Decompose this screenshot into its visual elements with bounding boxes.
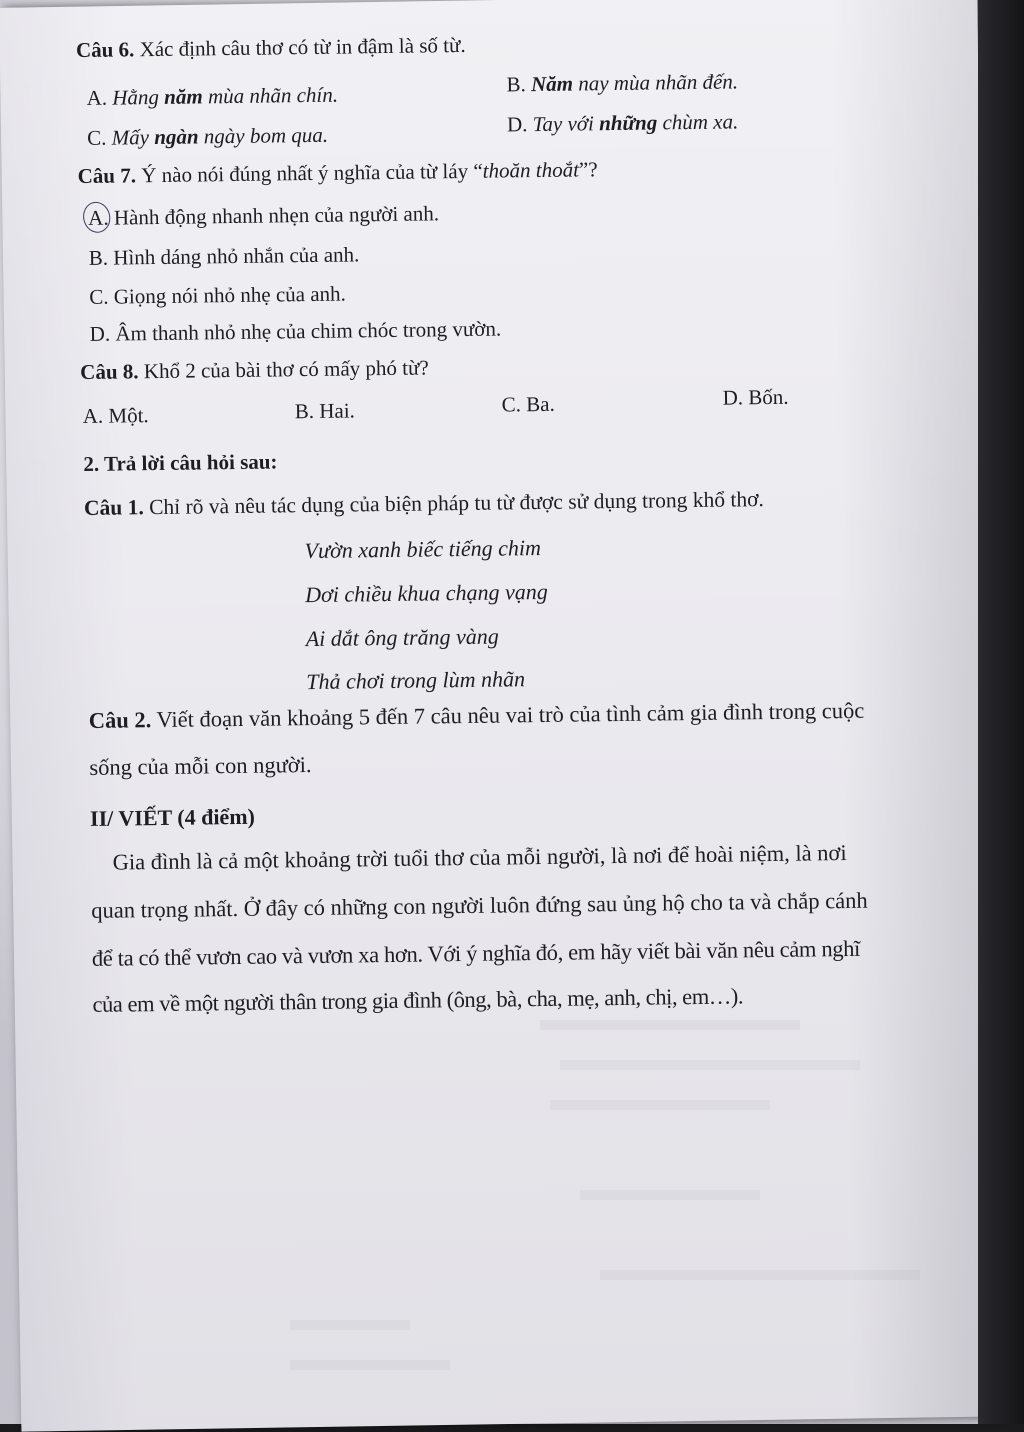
q7-option-d: D. Âm thanh nhỏ nhẹ của chim chóc trong vườn. bbox=[90, 319, 502, 345]
part2-q1-label: Câu 1. bbox=[84, 495, 144, 520]
writing-line-1: Gia đình là cả một khoảng trời tuổi thơ của mỗi người, là nơi để hoài niệm, là nơi bbox=[112, 842, 846, 874]
poem-line-4: Thả chơi trong lùm nhãn bbox=[306, 668, 525, 693]
q7-word: thoăn thoắt bbox=[483, 157, 580, 182]
option-text: chùm xa. bbox=[657, 109, 738, 134]
q6-option-c bbox=[87, 125, 328, 149]
q7-label: Câu 7. bbox=[77, 163, 136, 188]
part2-q1 bbox=[84, 489, 764, 519]
option-text: nay mùa nhãn đến. bbox=[573, 69, 738, 95]
q8-option-d: D. Bốn. bbox=[722, 387, 788, 409]
option-letter: A. bbox=[86, 86, 112, 110]
q8-option-b: B. Hai. bbox=[295, 400, 355, 422]
writing-line-3: để ta có thể vươn cao và vươn xa hơn. Với ý nghĩa đó, em hãy viết bài văn nêu cảm nghĩ bbox=[92, 938, 860, 971]
option-text: mùa nhãn chín. bbox=[203, 83, 339, 109]
bold-word: ngàn bbox=[154, 124, 199, 149]
q6-prompt bbox=[76, 35, 466, 61]
q7-prompt bbox=[78, 159, 598, 187]
option-text: Tay với bbox=[533, 111, 600, 136]
q6-option-d bbox=[507, 111, 739, 135]
part2-q1-text: Chỉ rõ và nêu tác dụng của biện pháp tu từ được sử dụng trong khổ thơ. bbox=[144, 487, 764, 519]
q7-text: Ý nào nói đúng nhất ý nghĩa của từ láy “ bbox=[136, 159, 483, 188]
option-text: . Hành động nhanh nhẹn của người anh. bbox=[103, 201, 439, 229]
q6-text: Xác định câu thơ có từ in đậm là số từ. bbox=[134, 33, 466, 61]
q8-label: Câu 8. bbox=[80, 359, 139, 384]
option-letter: D. bbox=[507, 112, 533, 136]
q7-option-b: B. Hình dáng nhỏ nhắn của anh. bbox=[89, 244, 360, 269]
part2-heading: 2. Trả lời câu hỏi sau: bbox=[83, 451, 277, 475]
poem-line-3: Ai dắt ông trăng vàng bbox=[306, 626, 499, 651]
part2-q2-text: Viết đoạn văn khoảng 5 đến 7 câu nêu vai trò của tình cảm gia đình trong cuộc bbox=[151, 698, 864, 732]
bold-word: những bbox=[599, 110, 657, 135]
q8-prompt bbox=[80, 357, 429, 383]
option-text: Mấy bbox=[112, 125, 155, 150]
poem-line-1: Vườn xanh biếc tiếng chim bbox=[304, 537, 541, 562]
bold-word: Năm bbox=[531, 72, 573, 97]
option-letter: B. bbox=[506, 72, 531, 96]
part2-q2-line2: sống của mỗi con người. bbox=[89, 754, 311, 779]
writing-heading: II/ VIẾT (4 điểm) bbox=[90, 806, 255, 830]
option-letter: C. bbox=[87, 126, 112, 150]
option-text: ngày bom qua. bbox=[198, 123, 328, 149]
poem-line-2: Dơi chiều khua chạng vạng bbox=[305, 581, 548, 606]
writing-line-4: của em về một người thân trong gia đình (ông, bà, cha, mẹ, anh, chị, em…). bbox=[92, 985, 743, 1016]
option-text: Hằng bbox=[112, 85, 164, 110]
q8-option-a: A. Một. bbox=[83, 405, 149, 427]
q8-text: Khổ 2 của bài thơ có mấy phó từ? bbox=[138, 355, 428, 383]
q6-option-b bbox=[506, 71, 738, 95]
writing-line-2: quan trọng nhất. Ở đây có những con người luôn đứng sau ủng hộ cho ta và chắp cánh bbox=[91, 890, 868, 923]
selected-answer-circle bbox=[88, 208, 103, 229]
q8-option-c: C. Ba. bbox=[502, 394, 555, 416]
bold-word: năm bbox=[164, 84, 203, 109]
option-letter: A bbox=[88, 206, 103, 230]
q7-option-c: C. Giọng nói nhỏ nhẹ của anh. bbox=[89, 284, 346, 308]
q7-option-a bbox=[88, 203, 439, 229]
part2-q2-label: Câu 2. bbox=[89, 707, 152, 733]
part2-q2-line1 bbox=[89, 700, 865, 733]
q6-option-a bbox=[86, 85, 338, 109]
q7-text-end: ”? bbox=[579, 157, 598, 181]
q6-label: Câu 6. bbox=[76, 37, 135, 62]
